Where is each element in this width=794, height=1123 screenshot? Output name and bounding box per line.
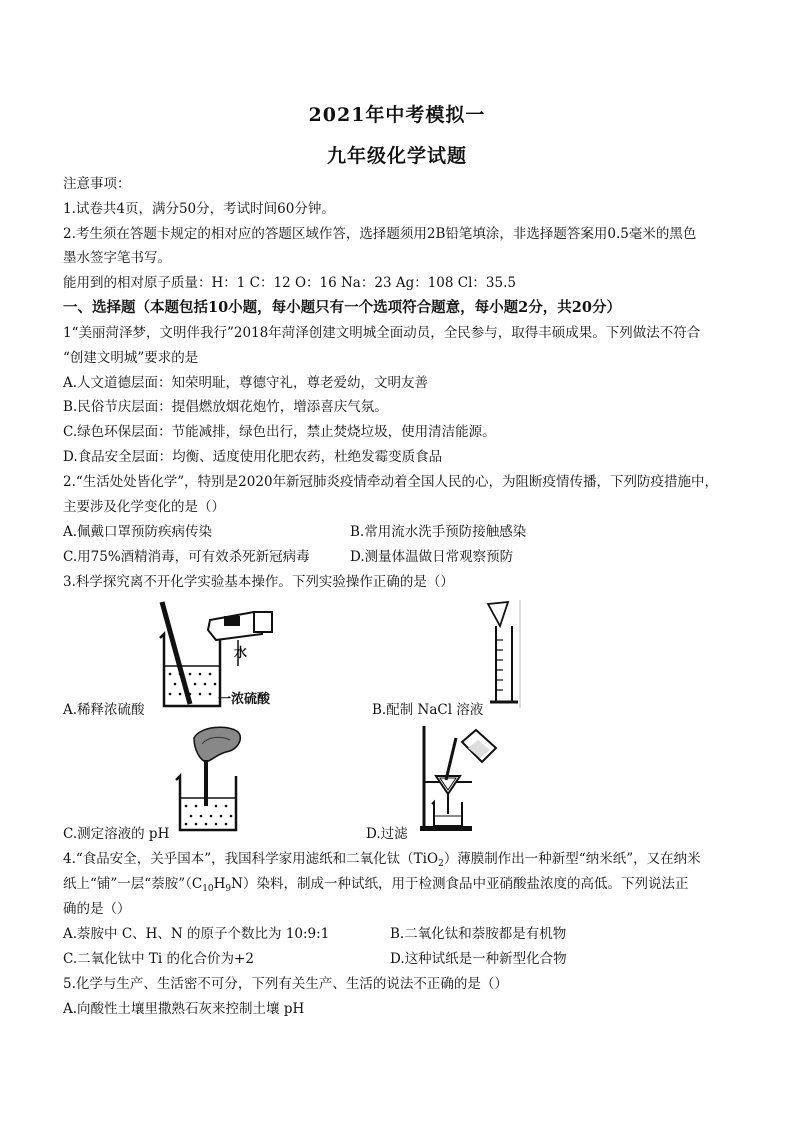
q2-option-a: A.佩戴口罩预防疾病传染 <box>63 524 213 540</box>
q3-option-b: B.配制 NaCl 溶液 <box>372 702 484 718</box>
q2-option-d: D.测量体温做日常观察预防 <box>350 549 514 565</box>
q1-stem-line-1: 1“美丽菏泽梦，文明伴我行”2018年菏泽创建文明城全面动员，全民参与，取得丰硕成果。下列做法不符合 <box>63 325 701 341</box>
q4-stem-line-1 <box>63 849 701 874</box>
q4-option-a: A.萘胺中 C、H、N 的原子个数比为 10:9:1 <box>63 926 330 942</box>
q2-stem-line-1: 2.“生活处处皆化学”，特别是2020年新冠肺炎疫情牵动着全国人民的心，为阻断疫情传播，下列防疫措施中， <box>63 474 719 490</box>
q4-option-d: D.这种试纸是一种新型化合物 <box>390 951 567 967</box>
label-concentrated-acid: 一浓硫酸 <box>218 692 271 707</box>
q4-stem-line-2-sub-2: 9 <box>225 884 232 894</box>
figure-measuring-cylinder <box>478 598 528 710</box>
note-2-line-2: 墨水签字笔书写。 <box>63 250 171 266</box>
q4-stem-line-3: 确的是（） <box>63 901 131 917</box>
exam-title: 2021年中考模拟一 <box>308 104 486 126</box>
q5-stem: 5.化学与生产、生活密不可分，下列有关生产、生活的说法不正确的是（） <box>63 976 508 992</box>
q4-stem-line-2-mid: H <box>213 876 226 892</box>
q1-option-a: A.人文道德层面：知荣明耻，尊德守礼，尊老爱幼，文明友善 <box>63 375 429 391</box>
figure-filtration <box>410 722 520 834</box>
q4-stem-line-1-pre: 4.“食品安全，关乎国本”，我国科学家用滤纸和二氧化钛（TiO <box>63 851 439 867</box>
q1-option-d: D.食品安全层面：均衡、适度使用化肥农药，杜绝发霉变质食品 <box>63 449 443 465</box>
q4-stem-line-2-pre: 纸上“铺”一层“萘胺”（C <box>63 876 203 892</box>
note-2-line-1: 2.考生须在答题卡规定的相对应的答题区域作答，选择题须用2B铅笔填涂，非选择题答案用0.5毫米的黑色 <box>63 226 697 242</box>
q4-option-b: B.二氧化钛和萘胺都是有机物 <box>390 926 567 942</box>
q2-option-c: C.用75%酒精消毒，可有效杀死新冠病毒 <box>63 549 310 565</box>
label-water: 水 <box>234 646 248 661</box>
q3-stem: 3.科学探究离不开化学实验基本操作。下列实验操作正确的是（） <box>63 574 454 590</box>
q4-stem-line-2 <box>63 874 688 899</box>
q2-stem-line-2: 主要涉及化学变化的是（） <box>63 499 225 515</box>
q1-option-b: B.民俗节庆层面：提倡燃放烟花炮竹，增添喜庆气氛。 <box>63 399 388 415</box>
exam-subtitle: 九年级化学试题 <box>326 145 467 167</box>
q3-option-d: D.过滤 <box>366 826 408 842</box>
q4-stem-line-1-post: ）薄膜制作出一种新型“纳米纸”，又在纳米 <box>443 851 701 867</box>
q3-option-a: A.稀释浓硫酸 <box>63 702 145 718</box>
q3-option-c: C.测定溶液的 pH <box>63 826 170 842</box>
q4-stem-line-2-sub-1: 10 <box>202 884 214 894</box>
q5-option-a: A.向酸性土壤里撒熟石灰来控制土壤 pH <box>63 1001 305 1017</box>
figure-test-ph <box>172 722 252 834</box>
q4-stem-line-2-post: N）染料，制成一种试纸，用于检测食品中亚硝酸盐浓度的高低。下列说法正 <box>231 876 689 892</box>
q1-stem-line-2: “创建文明城”要求的是 <box>63 350 199 366</box>
q4-stem-line-1-sub: 2 <box>438 859 444 869</box>
q4-option-c: C.二氧化钛中 Ti 的化合价为+2 <box>63 951 254 967</box>
note-1: 1.试卷共4页，满分50分，考试时间60分钟。 <box>63 201 335 217</box>
figure-dilute-acid <box>150 600 300 712</box>
q1-option-c: C.绿色环保层面：节能减排，绿色出行，禁止焚烧垃圾，使用清洁能源。 <box>63 424 496 440</box>
notes-heading: 注意事项： <box>63 176 131 192</box>
atomic-masses: 能用到的相对原子质量：H：1 C：12 O：16 Na：23 Ag：108 Cl：35.5 <box>63 275 516 291</box>
section-heading: 一、选择题（本题包括10小题，每小题只有一个选项符合题意，每小题2分，共20分） <box>63 299 621 316</box>
q2-option-b: B.常用流水洗手预防接触感染 <box>350 524 527 540</box>
